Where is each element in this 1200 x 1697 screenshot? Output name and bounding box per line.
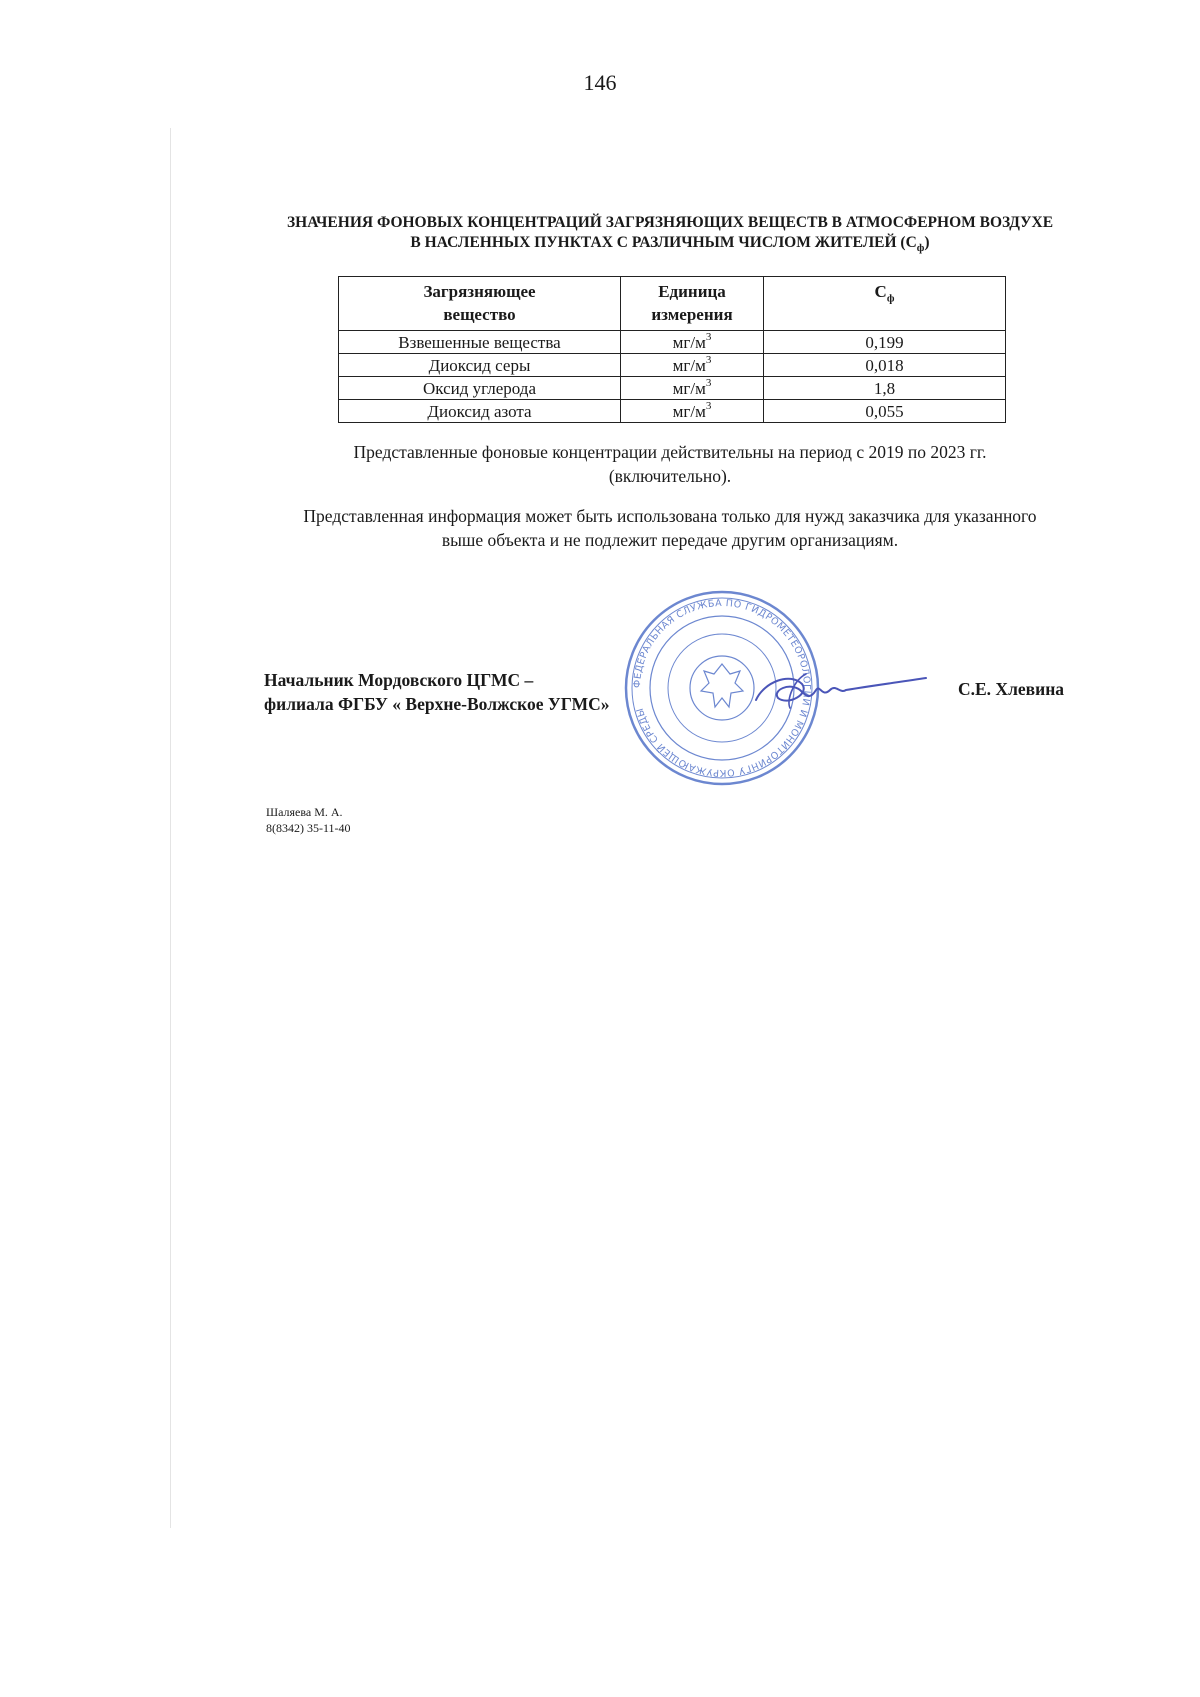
concentration-table — [338, 276, 1006, 423]
heading-line-2-text: В НАСЛЕННЫХ ПУНКТАХ С РАЗЛИЧНЫМ ЧИСЛОМ ЖИТЕЛЕЙ (С — [410, 234, 917, 251]
executor-name: Шаляева М. А. — [266, 805, 343, 819]
validity-note — [240, 440, 1100, 488]
row-unit-sup: 3 — [705, 353, 712, 366]
row-unit-text: мг/м — [672, 378, 706, 398]
header-substance-line-1: Загрязняющее — [423, 282, 536, 301]
signatory-position — [264, 668, 610, 716]
row-unit-text: мг/м — [672, 332, 706, 352]
header-substance-line-2: вещество — [443, 305, 516, 324]
page-number: 146 — [583, 70, 617, 95]
signature-stroke-1 — [756, 678, 926, 701]
header-value — [764, 277, 1006, 331]
row-unit — [621, 354, 764, 377]
stamp-outer-text-path: ФЕДЕРАЛЬНАЯ СЛУЖБА ПО ГИДРОМЕТЕОРОЛОГИИ И МОНИТОРИНГУ ОКРУЖАЮЩЕЙ СРЕДЫ — [631, 597, 813, 779]
table-row — [339, 331, 1006, 354]
row-unit-text: мг/м — [672, 355, 706, 375]
row-unit-sup: 3 — [705, 330, 712, 343]
row-unit-sup: 3 — [705, 399, 712, 412]
executor-phone: 8(8342) 35-11-40 — [266, 821, 351, 835]
header-value-sub: ф — [886, 292, 895, 305]
row-substance: Диоксид азота — [339, 400, 621, 423]
header-unit — [621, 277, 764, 331]
usage-note-line-1: Представленная информация может быть использована только для нужд заказчика для указанного — [303, 506, 1037, 526]
signatory-position-line-2: филиала ФГБУ « Верхне-Волжское УГМС» — [264, 694, 610, 714]
usage-note-line-2: выше объекта и не подлежит передаче другим организациям. — [441, 530, 899, 550]
header-value-main: С — [874, 282, 887, 301]
header-unit-line-1: Единица — [658, 282, 726, 301]
row-value: 0,018 — [764, 354, 1006, 377]
row-value: 0,199 — [764, 331, 1006, 354]
row-unit-text: мг/м — [672, 401, 706, 421]
heading-line-2-sub: ф — [916, 242, 925, 255]
validity-note-line-2: (включительно). — [608, 466, 732, 486]
executor-contact — [266, 804, 351, 836]
signer-name: С.Е. Хлевина — [958, 679, 1065, 699]
table-row — [339, 354, 1006, 377]
row-value: 0,055 — [764, 400, 1006, 423]
document-heading — [260, 213, 1080, 253]
heading-line-2-close: ) — [924, 234, 930, 251]
row-unit — [621, 377, 764, 400]
row-substance: Оксид углерода — [339, 377, 621, 400]
stamp-inner-ring — [690, 656, 754, 720]
heading-line-1: ЗНАЧЕНИЯ ФОНОВЫХ КОНЦЕНТРАЦИЙ ЗАГРЯЗНЯЮЩИХ ВЕЩЕСТВ В АТМОСФЕРНОМ ВОЗДУХЕ — [286, 214, 1054, 231]
handwritten-signature — [750, 660, 930, 720]
table-row — [339, 377, 1006, 400]
row-substance: Взвешенные вещества — [339, 331, 621, 354]
scan-edge-line — [170, 128, 171, 1528]
stamp-emblem — [701, 664, 743, 707]
row-substance: Диоксид серы — [339, 354, 621, 377]
row-unit — [621, 400, 764, 423]
table-row — [339, 400, 1006, 423]
heading-line-2 — [260, 233, 1080, 253]
row-unit-sup: 3 — [705, 376, 712, 389]
signatory-position-line-1: Начальник Мордовского ЦГМС – — [264, 670, 534, 690]
validity-note-line-1: Представленные фоновые концентрации действительны на период с 2019 по 2023 гг. — [353, 442, 987, 462]
table-header-row — [339, 277, 1006, 331]
usage-note — [240, 504, 1100, 552]
row-unit — [621, 331, 764, 354]
row-value: 1,8 — [764, 377, 1006, 400]
header-substance — [339, 277, 621, 331]
header-unit-line-2: измерения — [651, 305, 733, 324]
